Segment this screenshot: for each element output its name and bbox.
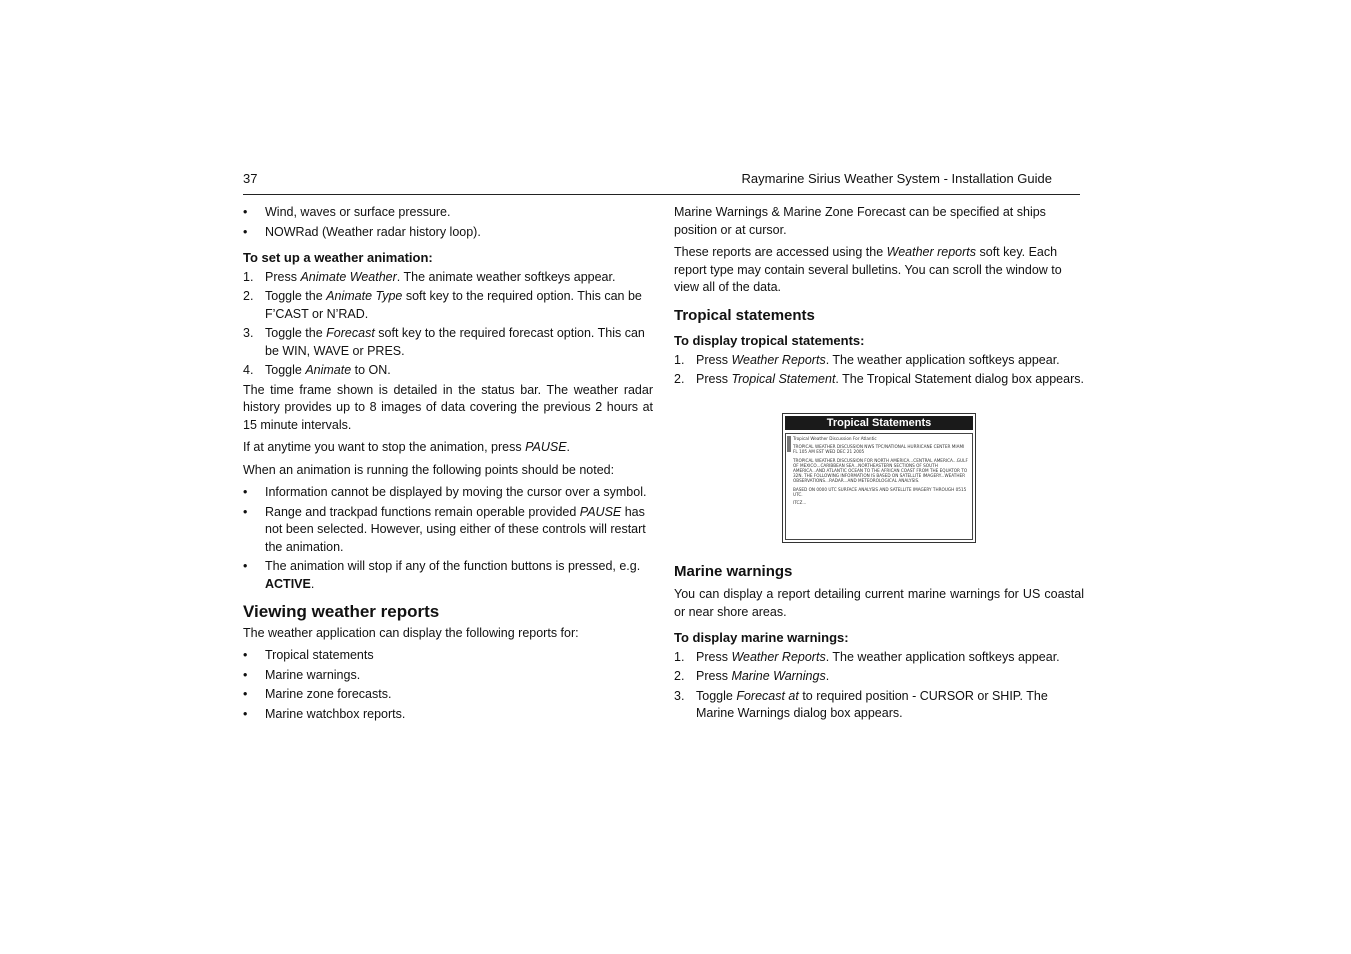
time-frame-paragraph: The time frame shown is detailed in the status bar. The weather radar history provides up to 8 images of data covering the previous 2 hours at 15 minute intervals. xyxy=(243,382,653,432)
specification-paragraph: Marine Warnings & Marine Zone Forecast can be specified at ships position or at cursor. xyxy=(674,205,1046,237)
pause-paragraph: If at anytime you want to stop the animation, press PAUSE. xyxy=(243,440,571,454)
running-paragraph: When an animation is running the following points should be noted: xyxy=(243,462,615,477)
list-item: • Marine watchbox reports. xyxy=(243,706,653,724)
step-item: 3. Toggle the Forecast soft key to the required forecast option. This can be WIN, WAVE or PRES. xyxy=(243,326,645,358)
bullet-icon: • xyxy=(243,485,248,499)
procedure-heading: To display marine warnings: xyxy=(674,630,849,645)
list-item: • Marine warnings. xyxy=(243,667,653,685)
bullet-icon: • xyxy=(243,687,248,701)
bullet-icon: • xyxy=(243,648,248,662)
header-rule xyxy=(243,194,1080,195)
marine-paragraph: You can display a report detailing current marine warnings for US coastal or near shore areas. xyxy=(674,587,1084,619)
list-item: • The animation will stop if any of the function buttons is pressed, e.g. ACTIVE. xyxy=(243,559,641,591)
document-title: Raymarine Sirius Weather System - Installation Guide xyxy=(741,171,1052,186)
section-heading: Viewing weather reports xyxy=(243,602,440,621)
step-item: 1. Press Animate Weather. The animate weather softkeys appear. xyxy=(243,269,616,284)
bullet-icon: • xyxy=(243,667,248,682)
step-item: 2. Toggle the Animate Type soft key to the required option. This can be F’CAST or N’RAD. xyxy=(243,289,642,321)
access-paragraph: These reports are accessed using the Weather reports soft key. Each report type may contain several bulletins. You can scroll the window to view all of the data. xyxy=(674,245,1062,294)
section-heading: Tropical statements xyxy=(674,306,815,324)
step-item: 1. Press Weather Reports. The weather application softkeys appear. xyxy=(674,352,1060,367)
page-number: 37 xyxy=(243,171,258,186)
scrollbar-thumb xyxy=(787,436,791,452)
section-heading: Marine warnings xyxy=(674,562,793,580)
viewing-paragraph: The weather application can display the following reports for: xyxy=(243,625,579,640)
bullet-icon: • xyxy=(243,559,248,573)
dialog-body xyxy=(785,433,973,540)
list-item: • NOWRad (Weather radar history loop). xyxy=(243,224,653,242)
step-item: 1. Press Weather Reports. The weather application softkeys appear. xyxy=(674,649,1060,664)
procedure-heading: To set up a weather animation: xyxy=(243,250,433,265)
bullet-icon: • xyxy=(243,706,248,721)
step-item: 2. Press Tropical Statement. The Tropical Statement dialog box appears. xyxy=(674,372,1084,386)
step-item: 4. Toggle Animate to ON. xyxy=(243,363,391,377)
list-item: • Marine zone forecasts. xyxy=(243,686,653,704)
list-item: • Range and trackpad functions remain operable provided PAUSE has not been selected. However, using either of these controls will restart the animation. xyxy=(243,504,646,554)
bullet-icon: • xyxy=(243,504,248,519)
bullet-icon: • xyxy=(243,224,248,239)
list-item: • Wind, waves or surface pressure. xyxy=(243,204,653,222)
dialog-text: Tropical Weather Discussion For Atlantic TROPICAL WEATHER DISCUSSION NWS TPC/NATIONAL HURRICANE CENTER MIAMI FL 105 AM EST WED DEC 21 2005 TROPICAL WEATHER DISCUSSION FOR NORTH AMERICA...CENTRAL AMERICA...GULF OF MEXICO...CARIBBEAN SEA...NORTHEASTERN SECTIONS OF SOUTH AMERICA...AND ATLANTIC OCEAN TO THE AFRICAN COAST FROM THE EQUATOR TO 32N. THE FOLLOWING INFORMATION IS BASED ON SATELLITE IMAGERY...WEATHER OBSERVATIONS...RADAR...AND METEOROLOGICAL ANALYSIS. BASED ON 0000 UTC SURFACE ANALYSIS AND SATELLITE IMAGERY THROUGH 0515 UTC. ITCZ... xyxy=(793,436,968,506)
dialog-title: Tropical Statements xyxy=(785,416,973,430)
bullet-icon: • xyxy=(243,205,248,219)
step-item: 2. Press Marine Warnings. xyxy=(674,669,830,683)
tropical-statements-dialog-figure xyxy=(782,413,976,543)
step-item: 3. Toggle Forecast at to required position - CURSOR or SHIP. The Marine Warnings dialog box appears. xyxy=(674,688,1048,720)
procedure-heading: To display tropical statements: xyxy=(674,333,865,348)
left-column xyxy=(243,204,653,725)
list-item: • Information cannot be displayed by moving the cursor over a symbol. xyxy=(243,484,653,502)
list-item: • Tropical statements xyxy=(243,647,653,665)
